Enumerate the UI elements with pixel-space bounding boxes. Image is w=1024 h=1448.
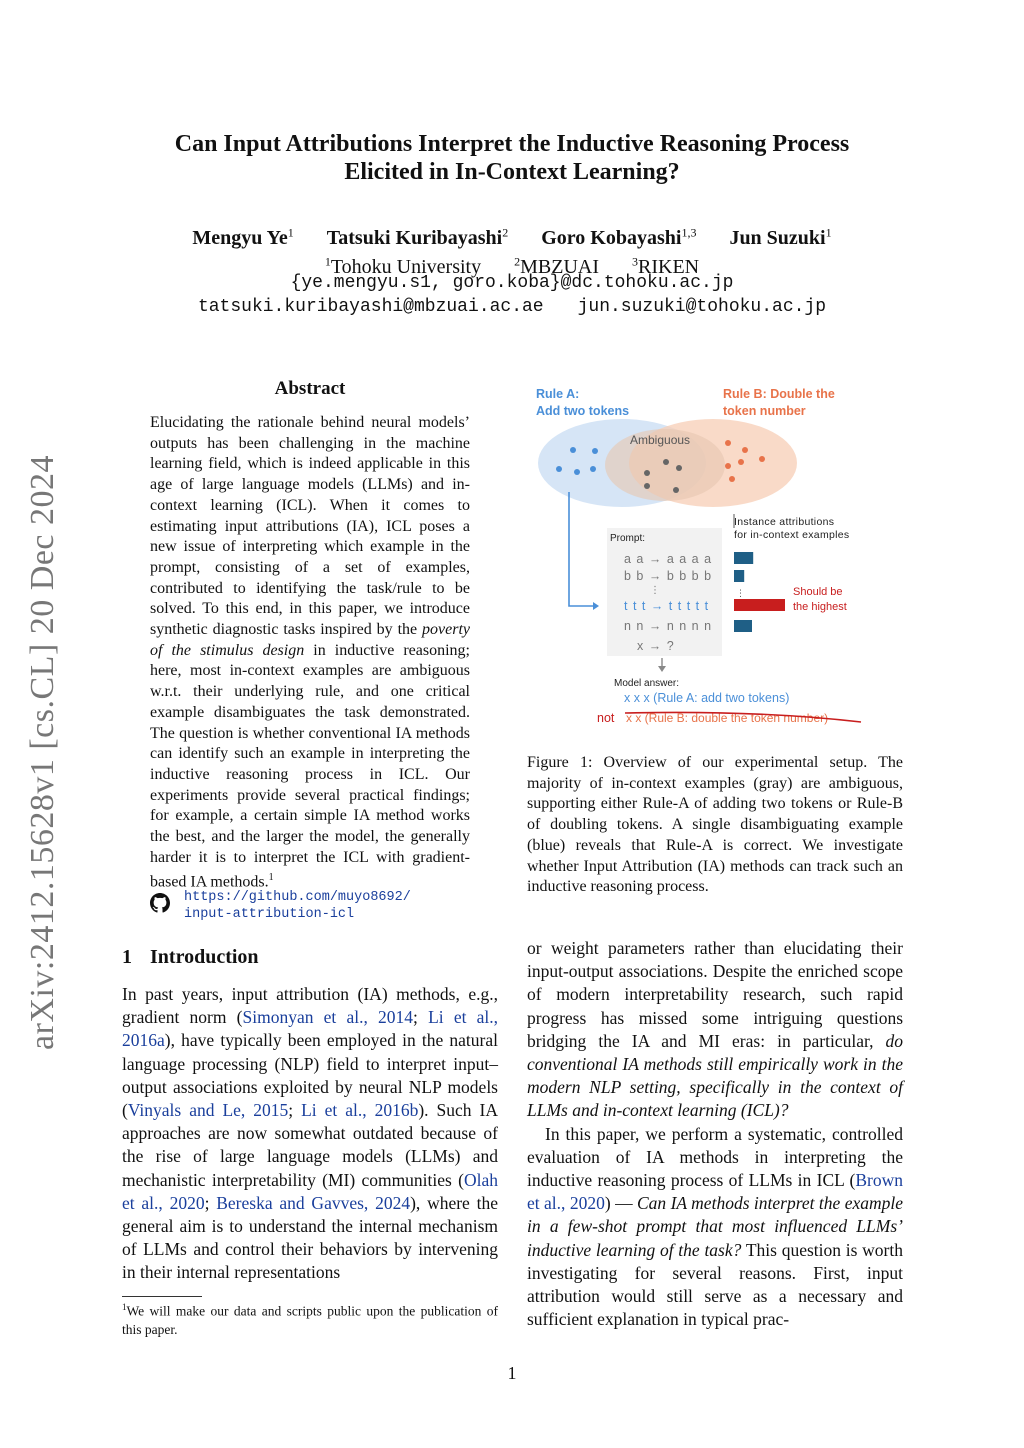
model-answer-label: Model answer: [614, 678, 680, 689]
prompt-box [607, 528, 722, 656]
author: Goro Kobayashi$^{1,3}$ [541, 225, 697, 249]
author: Jun Suzuki$^1$ [729, 225, 832, 249]
prompt-ellipsis: ⋮ [650, 585, 660, 596]
attribution-bars [734, 552, 785, 632]
data-point [663, 459, 669, 465]
section-heading-introduction: 1 Introduction [122, 946, 259, 968]
arxiv-identifier: arXiv:2412.15628v1 [cs.CL] 20 Dec 2024 [24, 454, 61, 1050]
figure-caption: Figure 1: Overview of our experimental setup. The majority of in-context examples (gray) are ambiguous, supporting either Rule-A of adding two tokens or Rule-B of doubling tokens. A single disambiguating example (blue) reveals that Rule-A is correct. We investigate whether Input Attribution (IA) methods can track such an inductive reasoning process. [527, 754, 903, 896]
author-names [130, 220, 894, 250]
should-be-label: Should be [793, 586, 843, 598]
data-point [556, 466, 562, 472]
citation-link[interactable]: Li et al., 2016b [301, 1100, 419, 1121]
data-point [759, 456, 765, 462]
data-point [742, 447, 748, 453]
email: jun.suzuki@tohoku.ac.jp [577, 297, 827, 317]
data-point [725, 463, 731, 469]
arrow-head [593, 602, 599, 610]
data-point [644, 483, 650, 489]
attribution-title: Instance attributions [734, 516, 835, 528]
rule-b-desc: token number [723, 404, 806, 418]
citation-link[interactable]: Olah et al., 2020 [122, 1169, 498, 1213]
data-point [592, 448, 598, 454]
prompt-query: x → ? [637, 639, 675, 653]
disambiguating-arrow [569, 492, 597, 606]
title-line-1: Can Input Attributions Interpret the Inductive Reasoning Process [174, 131, 850, 157]
citation-link[interactable]: Vinyals and Le, 2015 [127, 1100, 289, 1121]
data-point [570, 447, 576, 453]
citation-link[interactable]: Brown et al., 2020 [527, 1170, 903, 1214]
rule-b-title: Rule B: Double the [723, 387, 835, 401]
data-point [676, 465, 682, 471]
author: Tatsuki Kuribayashi$^2$ [326, 225, 509, 249]
citation-link[interactable]: Li et al., 2016a [122, 1007, 499, 1051]
github-repo-link[interactable]: https://github.com/muyo8692/ input-attribution-icl [184, 890, 411, 922]
bar-ellipsis: ⋮ [736, 588, 745, 598]
should-be-label-2: the highest [793, 601, 847, 613]
footnote: $^1$We will make our data and scripts public upon the publication of this paper. [122, 1302, 498, 1337]
email-line-2 [130, 295, 894, 319]
prompt-label: Prompt: [610, 533, 646, 544]
data-point [673, 487, 679, 493]
intro-paragraph: or weight parameters rather than elucidating their input-output associations. Despite the enriched scope of modern interpretability research, such rapid progress has missed some intriguing questions bridging the IA and MI eras: in particular, do conventional IA methods still empirically work in the modern NLP setting, specifically in the context of LLMs and in-context learning (ICL)? [527, 938, 903, 1121]
affiliation: $^3$RIKEN [632, 254, 700, 279]
not-label: not [597, 711, 615, 725]
citation-link[interactable]: Bereska and Gavves, 2024 [216, 1192, 411, 1213]
data-point [725, 440, 731, 446]
email-line-1: {ye.mengyu.s1, goro.koba}@dc.tohoku.ac.jp [290, 273, 734, 293]
data-point [729, 476, 735, 482]
rule-a-title: Rule A: [536, 387, 580, 401]
arrow-head [658, 666, 666, 672]
intro-paragraph: In this paper, we perform a systematic, controlled evaluation of IA methods in interpreting the inductive reasoning process of LLMs in ICL (Brown et al., 2020) — Can IA methods interpret the example in a few-shot prompt that most influenced LLMs’ inductive learning of the task? This question is worth investigating for several reasons. First, input attribution would still serve as a necessary and sufficient explanation in typical prac- [527, 1123, 903, 1330]
citation-link[interactable]: Simonyan et al., 2014 [242, 1007, 414, 1028]
title-line-2: Elicited in In-Context Learning? [344, 159, 680, 185]
model-answer-correct: x x x (Rule A: add two tokens) [624, 691, 790, 705]
intro-paragraph-right [527, 937, 903, 1331]
attribution-bar [734, 620, 752, 632]
abstract-heading: Abstract [274, 378, 346, 399]
prompt-example: n n → n n n n [624, 619, 713, 633]
intro-paragraph-left: In past years, input attribution (IA) methods, e.g., gradient norm (Simonyan et al., 2014; Li et al., 2016a), have typically been employed in the natural language processing (NLP) field to interpret input–output associations exploited by neural NLP models (Vinyals and Le, 2015; Li et al., 2016b). Such IA approaches are now somewhat outdated because of the rise of large language models (LLMs) and mechanistic interpretability (MI) communities (Olah et al., 2020; Bereska and Gavves, 2024), where the general aim is to understand the internal mechanism of LLMs and control their behaviors by intervening in their internal representations [122, 984, 499, 1283]
author: Mengyu Ye$^1$ [192, 225, 294, 249]
model-answer-wrong: x x (Rule B: double the token number) [626, 711, 829, 725]
abstract-body: Elucidating the rationale behind neural models’ outputs has been challenging in the machine learning field, which is indeed applicable in this age of large language models (LLMs) and in-context learning (ICL). When it comes to estimating input attributions (IA), ICL poses a new issue of interpreting which example in the prompt, consisting of a set of examples, contributed to identifying the task/rule to be solved. To this end, in this paper, we introduce synthetic diagnostic tasks inspired by the poverty of the stimulus design in inductive reasoning; here, most in-context examples are ambiguous w.r.t. their underlying rule, and one critical example disambiguates the task demonstrated. The question is whether conventional IA methods can identify such an example in interpreting the inductive reasoning process in ICL. Our experiments provide several practical findings; for example, a certain simple IA method works the best, and the larger the model, the generally harder it is to interpret the ICL with gradient-based IA methods.$^1$ [150, 414, 470, 891]
data-point [644, 470, 650, 476]
email: tatsuki.kuribayashi@mbzuai.ac.ae [197, 297, 544, 317]
attribution-bar [734, 570, 744, 582]
rule-a-desc: Add two tokens [536, 404, 630, 418]
prompt-example-disambiguating: t t t → t t t t t [624, 599, 710, 613]
attribution-subtitle: for in-context examples [734, 529, 850, 541]
attribution-bar [734, 552, 753, 564]
ambiguous-label: Ambiguous [630, 433, 691, 447]
affiliation: $^1$Tohoku University [324, 254, 482, 279]
attribution-bar-highlight [734, 599, 785, 611]
figure-1-overview [527, 380, 907, 730]
page-number: 1 [507, 1363, 517, 1383]
paper-title [130, 130, 894, 186]
github-icon [150, 893, 170, 913]
prompt-example: a a → a a a a [624, 552, 713, 566]
prompt-example: b b → b b b b [624, 569, 713, 583]
data-point [574, 469, 580, 475]
data-point [590, 466, 596, 472]
affiliation: $^2$MBZUAI [514, 254, 600, 279]
footnote-rule [122, 1296, 202, 1297]
data-point [738, 459, 744, 465]
